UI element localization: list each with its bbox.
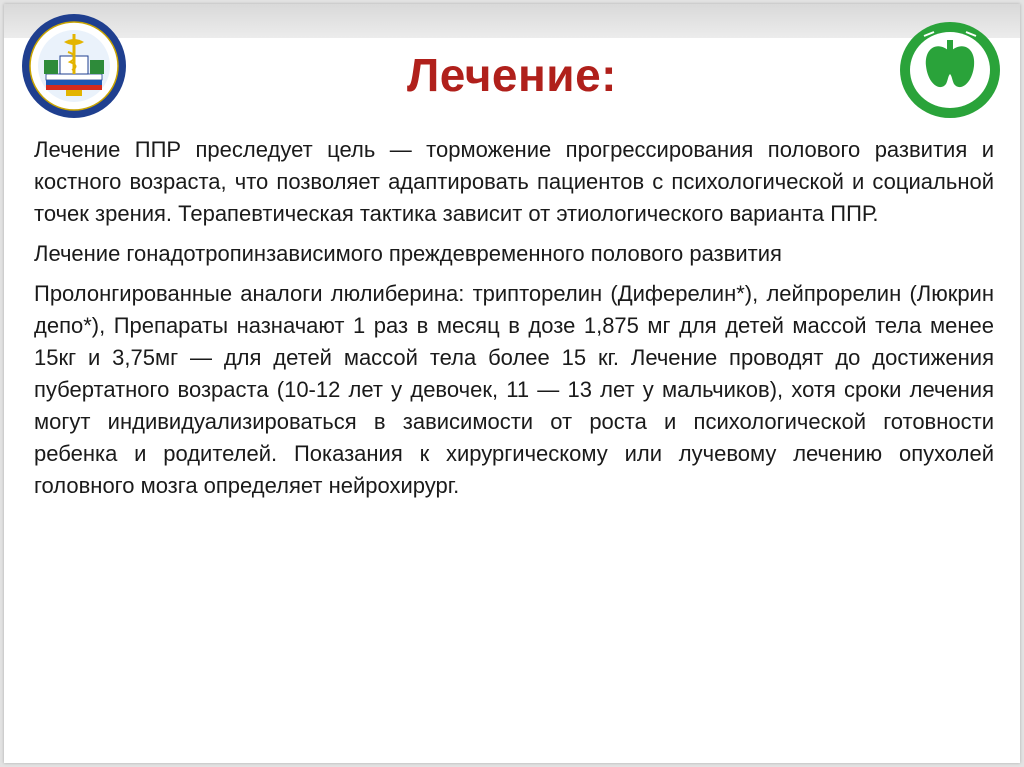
slide-body bbox=[34, 134, 994, 510]
slide-top-bar bbox=[4, 4, 1020, 38]
paragraph-treatment: Пролонгированные аналоги люлиберина: трипторелин (Диферелин*), лейпрорелин (Люкрин депо*), Препараты назначают 1 раз в месяц в дозе 1,875 мг для детей массой тела менее 15кг и 3,75мг — для детей массой тела более 15 кг. Лечение проводят до достижения пубертатного возраста (10-12 лет у девочек, 11 — 13 лет у мальчиков), хотя сроки лечения могут индивидуализироваться в зависимости от роста и психологической готовности ребенка и родителей. Показания к хирургическому или лучевому лечению опухолей головного мозга определяет нейрохирург. bbox=[34, 281, 994, 498]
paragraph-goal: Лечение ППР преследует цель — торможение прогрессирования полового развития и костного возраста, что позволяет адаптировать пациентов с психологической и социальной точек зрения. Терапевтическая тактика зависит от этиологического варианта ППР. bbox=[34, 137, 994, 226]
slide-title: Лечение: bbox=[407, 49, 617, 101]
slide bbox=[4, 4, 1020, 763]
paragraph-subheading: Лечение гонадотропинзависимого преждевременного полового развития bbox=[34, 241, 782, 266]
